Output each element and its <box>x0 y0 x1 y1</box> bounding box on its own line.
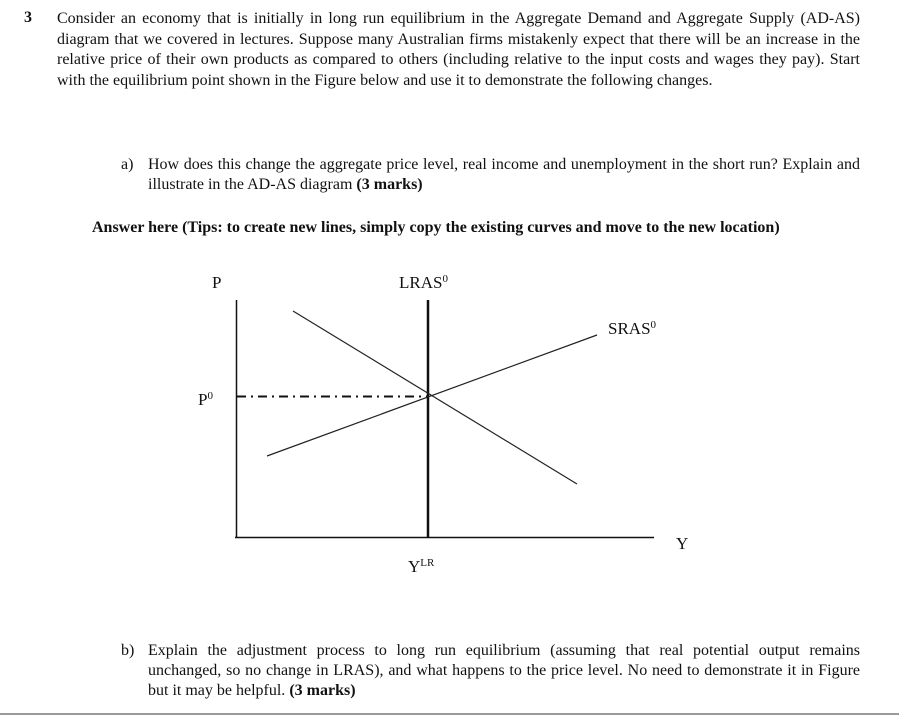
ylr-label: $Y^{LR}$ <box>408 557 435 576</box>
part-a-label: a) <box>121 156 134 173</box>
part-b <box>121 641 861 703</box>
sras-label: SRAS$^0$ <box>608 319 657 338</box>
part-a-marks: (3 marks) <box>356 176 423 193</box>
y-axis-label: P <box>212 273 222 292</box>
part-b-body <box>148 641 860 701</box>
part-b-text: Explain the adjustment process to long run equilibrium (assuming that real potential output remains unchanged, so no change in LRAS), and what happens to the price level. No need to demonstrate it in Figure but it may be helpful. <box>148 642 860 699</box>
part-a-text: How does this change the aggregate price level, real income and unemployment in the short run? Explain and illustrate in the AD-AS diagram <box>148 156 860 193</box>
question-intro: Consider an economy that is initially in long run equilibrium in the Aggregate Demand and Aggregate Supply (AD-AS) diagram that we covered in lectures. Suppose many Australian firms mistakenly expect that there will be an increase in the relative price of their own products as compared to others (including relative to the input costs and wages they pay). Start with the equilibrium point shown in the Figure below and use it to demonstrate the following changes. <box>57 10 860 89</box>
bottom-divider <box>0 713 899 715</box>
lras-label: LRAS$^0$ <box>399 273 448 292</box>
answer-tip: Answer here (Tips: to create new lines, simply copy the existing curves and move to the new location) <box>92 219 780 236</box>
question-number: 3 <box>24 9 32 26</box>
x-axis-label: Y <box>676 534 689 553</box>
part-b-marks: (3 marks) <box>289 682 356 699</box>
p0-label: $P^0$ <box>198 390 213 409</box>
sras-curve[interactable] <box>267 335 597 456</box>
part-b-label: b) <box>121 642 135 659</box>
